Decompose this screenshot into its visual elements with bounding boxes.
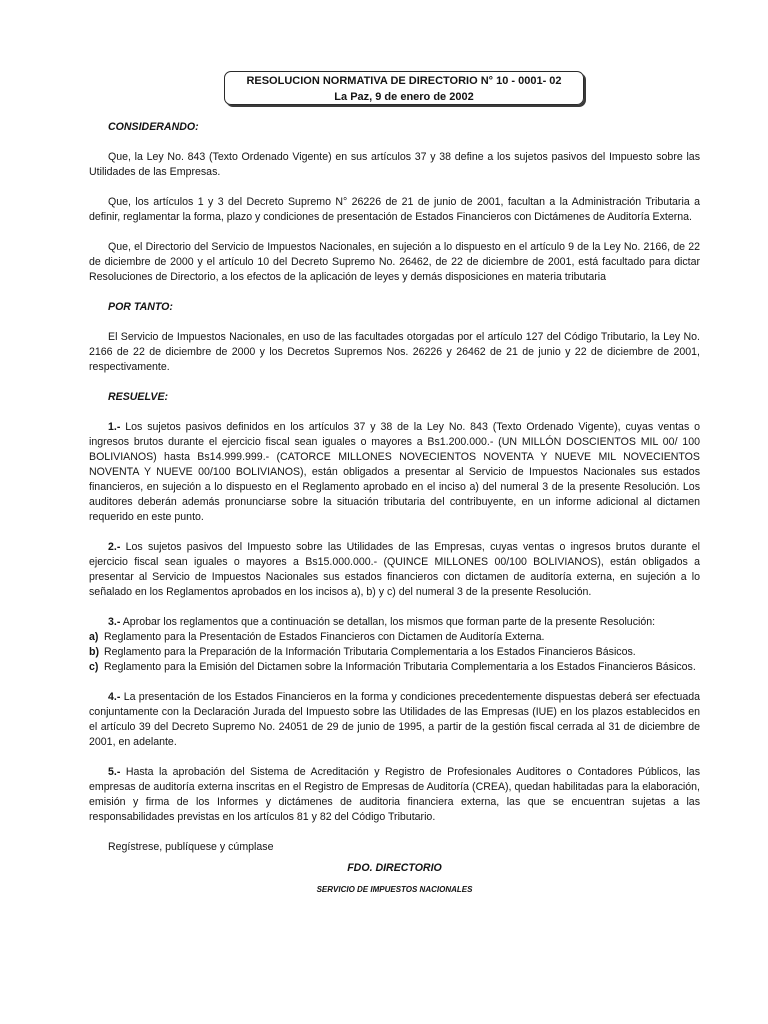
list-text: Reglamento para la Preparación de la Información Tributaria Complementaria a los Estados Financieros Básicos. xyxy=(104,646,636,658)
resuelve-heading: RESUELVE: xyxy=(108,391,169,403)
article-2-number: 2.- xyxy=(108,541,121,553)
considerando-heading: CONSIDERANDO: xyxy=(108,121,199,133)
article-5-number: 5.- xyxy=(108,766,121,778)
signature: FDO. DIRECTORIO xyxy=(347,862,442,874)
article-1-number: 1.- xyxy=(108,421,121,433)
article-3-item-b xyxy=(89,645,700,660)
resolution-header-box xyxy=(224,71,584,105)
article-2-text: Los sujetos pasivos del Impuesto sobre las Utilidades de las Empresas, cuyas ventas o ingresos brutos durante el ejercicio fiscal sean iguales o mayores a Bs15.000.000.- (QUINCE MILLONES 00/100 BOLIVIANOS), están obligados a presentar al Servicio de Impuestos Nacionales sus estados financieros con dictamen de auditoría externa, en sujeción a lo señalado en los Reglamentos aprobados en los incisos a), b) y c) del numeral 3 de la presente Resolución. xyxy=(89,541,700,598)
article-5-text: Hasta la aprobación del Sistema de Acreditación y Registro de Profesionales Auditores o Contadores Públicos, las empresas de auditoría externa inscritas en el Registro de Empresas de Auditoría (CREA), quedan habilitadas para la elaboración, emisión y firma de los Informes y dictámenes de auditoria financiera externa, las que se encuentran sujetas a las responsabilidades previstas en los artículos 81 y 82 del Código Tributario. xyxy=(89,766,700,823)
considerando-paragraph-1: Que, la Ley No. 843 (Texto Ordenado Vigente) en sus artículos 37 y 38 define a los sujetos pasivos del Impuesto sobre las Utilidades de las Empresas. xyxy=(89,151,700,178)
article-3-item-a xyxy=(89,630,700,645)
article-3-text: Aprobar los reglamentos que a continuación se detallan, los mismos que forman parte de la presente Resolución: xyxy=(120,616,656,628)
article-5 xyxy=(89,765,700,825)
article-4-number: 4.- xyxy=(108,691,121,703)
list-text: Reglamento para la Presentación de Estados Financieros con Dictamen de Auditoría Externa. xyxy=(104,631,545,643)
article-1-text: Los sujetos pasivos definidos en los artículos 37 y 38 de la Ley No. 843 (Texto Ordenado Vigente), cuyas ventas o ingresos brutos durante el ejercicio fiscal sean iguales o mayores a Bs1.200.000.- (UN MILLÓN DOSCIENTOS MIL 00/ 100 BOLIVIANOS) hasta Bs14.999.999.- (CATORCE MILLONES NOVECIENTOS NOVENTA Y NUEVE MIL NOVECIENTOS NOVENTA Y NUEVE 00/100 BOLIVIANOS), están obligados a presentar al Servicio de Impuestos Nacionales sus estados financieros, en sujeción a lo dispuesto en el Reglamento aprobado en el inciso a) del numeral 3 de la presente Resolución. Los auditores deberán además pronunciarse sobre la situación tributaria del contribuyente, en un informe adicional al dictamen requerido en este punto. xyxy=(89,421,700,523)
list-letter: b) xyxy=(89,646,99,658)
article-3-item-c xyxy=(89,660,700,675)
list-letter: a) xyxy=(89,631,99,643)
article-3 xyxy=(89,615,700,630)
article-3-number: 3.- xyxy=(108,616,121,628)
article-2 xyxy=(89,540,700,600)
por-tanto-paragraph: El Servicio de Impuestos Nacionales, en uso de las facultades otorgadas por el artículo 127 del Código Tributario, la Ley No. 2166 de 22 de diciembre de 2000 y los Decretos Supremos Nos. 26226 y 26462 de 21 de junio y 22 de diciembre de 2001, respectivamente. xyxy=(89,331,700,373)
document-body xyxy=(89,120,700,897)
considerando-paragraph-3: Que, el Directorio del Servicio de Impuestos Nacionales, en sujeción a lo dispuesto en el artículo 9 de la Ley No. 2166, de 22 de diciembre de 2000 y el artículo 10 del Decreto Supremo No. 26462, de 22 de diciembre de 2001, está facultado para dictar Resoluciones de Directorio, a los efectos de la aplicación de leyes y demás disposiciones en materia tributaria xyxy=(89,241,700,283)
article-4 xyxy=(89,690,700,750)
list-letter: c) xyxy=(89,661,99,673)
article-1 xyxy=(89,420,700,525)
article-4-text: La presentación de los Estados Financieros en la forma y condiciones precedentemente dispuestas deberá ser efectuada conjuntamente con la Declaración Jurada del Impuesto sobre las Utilidades de las Empresas (IUE) en los plazos establecidos en el artículo 39 del Decreto Supremo No. 24051 de 29 de junio de 1995, a partir de la gestión fiscal cerrada al 31 de diciembre de 2001, en adelante. xyxy=(89,691,700,748)
closing-text: Regístrese, publíquese y cúmplase xyxy=(108,841,274,853)
resolution-place-date: La Paz, 9 de enero de 2002 xyxy=(334,91,474,103)
por-tanto-heading: POR TANTO: xyxy=(108,301,173,313)
considerando-paragraph-2: Que, los artículos 1 y 3 del Decreto Supremo N° 26226 de 21 de junio de 2001, facultan a la Administración Tributaria a definir, reglamentar la forma, plazo y condiciones de presentación de Estados Financieros con Dictámenes de Auditoría Externa. xyxy=(89,196,700,223)
resolution-title: RESOLUCION NORMATIVA DE DIRECTORIO N° 10 - 0001- 02 xyxy=(246,75,562,87)
list-text: Reglamento para la Emisión del Dictamen sobre la Información Tributaria Complementaria a los Estados Financieros Básicos. xyxy=(104,661,696,673)
institution-name: SERVICIO DE IMPUESTOS NACIONALES xyxy=(316,885,473,894)
